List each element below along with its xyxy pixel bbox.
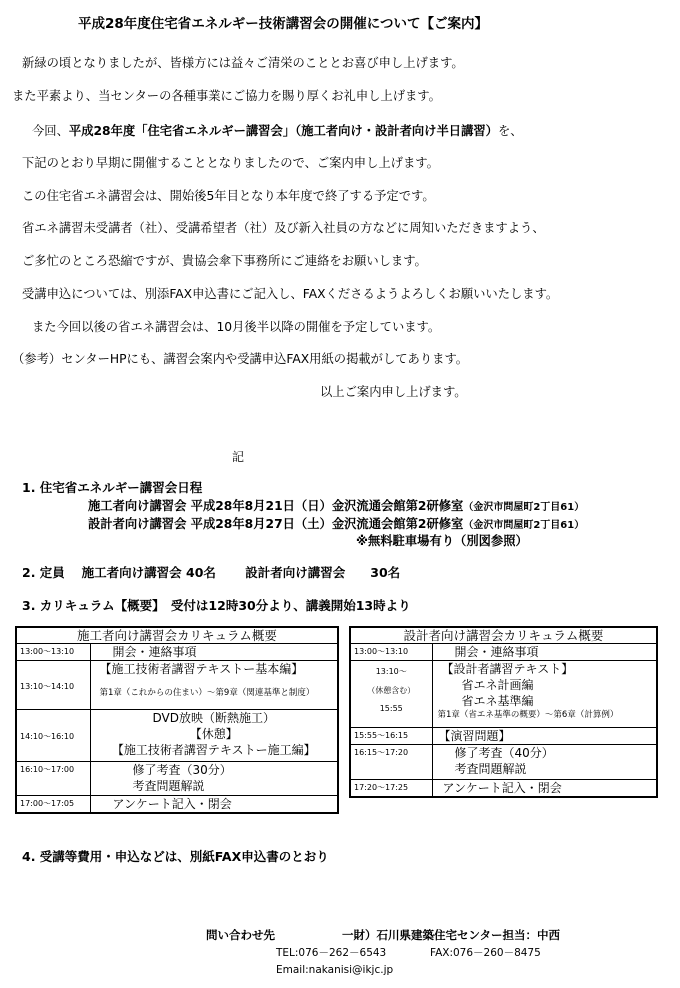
builder-item-3-dvd: DVD放映（断熱施工） — [152, 711, 275, 725]
section3-heading: 3. カリキュラム【概要】 受付は12時30分より、講義開始13時より — [22, 598, 411, 613]
designer-item-2-chapters: 第1章（省エネ基準の概要）～第6章（計算例） — [437, 710, 619, 720]
builder-item-2-heading: 【施工技術者講習テキストー基本編】 — [99, 662, 304, 676]
capacity-item-1: 施工者向け講習会 40名 — [81, 565, 216, 580]
greeting-line-1: 新緑の頃となりましたが、皆様方には益々ご清栄のこととお喜び申し上げます。 — [22, 56, 464, 70]
contact-label: 問い合わせ先 — [206, 928, 275, 942]
body-line-9: （参考）センターHPにも、講習会案内や受講申込FAX用紙の掲載がしてあります。 — [12, 352, 469, 366]
intro-suffix: を、 — [497, 124, 523, 138]
capacity-item-2: 設計者向け講習会 30名 — [245, 565, 401, 580]
capacity-label: 2. 定員 — [22, 565, 65, 580]
builder-item-4-exam: 修了考査（30分） — [132, 763, 232, 777]
contact-fax: FAX:076－260－8475 — [430, 947, 541, 959]
closing-line: 以上ご案内申し上げます。 — [320, 385, 467, 399]
document-title: 平成28年度住宅省エネルギー技術講習会の開催について【ご案内】 — [78, 16, 489, 32]
designer-curriculum-table — [349, 626, 658, 798]
designer-time-5: 17:20～17:25 — [350, 780, 432, 798]
builder-table-title: 施工者向け講習会カリキュラム概要 — [16, 627, 338, 644]
schedule-row-1-address: （金沢市問屋町2丁目61） — [463, 502, 585, 513]
builder-item-5: アンケート記入・閉会 — [90, 796, 338, 814]
builder-item-4 — [90, 762, 338, 796]
designer-table-title: 設計者向け講習会カリキュラム概要 — [350, 627, 657, 644]
body-line-3: 下記のとおり早期に開催することとなりましたので、ご案内申し上げます。 — [22, 156, 439, 170]
designer-item-5: アンケート記入・閉会 — [432, 780, 657, 798]
builder-time-3: 14:10～16:10 — [16, 710, 90, 762]
body-line-7: 受講申込については、別添FAX申込書にご記入し、FAXくださるようよろしくお願いいたします。 — [22, 287, 559, 301]
schedule-row-2-main: 設計者向け講習会 平成28年8月27日（土）金沢流通会館第2研修室 — [88, 517, 464, 531]
builder-item-4-review: 考査問題解説 — [132, 779, 205, 793]
builder-item-3 — [90, 710, 338, 762]
section2-capacity — [22, 563, 400, 581]
designer-time-1: 13:00～13:10 — [350, 644, 432, 661]
schedule-row-1-main: 施工者向け講習会 平成28年8月21日（日）金沢流通会館第2研修室 — [88, 499, 464, 513]
designer-time-4: 16:15～17:20 — [350, 745, 432, 780]
builder-item-1: 開会・連絡事項 — [90, 644, 338, 661]
designer-item-1: 開会・連絡事項 — [432, 644, 657, 661]
builder-item-3-text: 【施工技術者講習テキストー施工編】 — [111, 743, 316, 757]
contact-organization: 一財）石川県建築住宅センター担当：中西 — [342, 928, 561, 942]
designer-time-2-note: （休憩含む） — [367, 686, 416, 695]
designer-item-2-heading: 【設計者講習テキスト】 — [441, 662, 574, 676]
designer-time-2 — [350, 661, 432, 728]
body-line-5: 省エネ講習未受講者（社）、受講希望者（社）及び新入社員の方などに周知いただきますよう、 — [22, 221, 545, 235]
greeting-line-2: また平素より、当センターの各種事業にご協力を賜り厚くお礼申し上げます。 — [12, 89, 441, 103]
section1-heading: 1. 住宅省エネルギー講習会日程 — [22, 480, 203, 495]
contact-email[interactable]: Email:nakanisi@ikjc.jp — [276, 964, 394, 976]
ki-heading: 記 — [232, 450, 245, 464]
designer-item-2-plan: 省エネ計画編 — [461, 678, 534, 692]
designer-item-4-exam: 修了考査（40分） — [454, 746, 554, 760]
section4-fees: 4. 受講等費用・申込などは、別紙FAX申込書のとおり — [22, 849, 329, 864]
schedule-row-1 — [88, 496, 584, 514]
builder-curriculum-table — [15, 626, 339, 814]
intro-bold: 平成28年度「住宅省エネルギー講習会」（施工者向け・設計者向け半日講習） — [68, 124, 498, 138]
builder-time-5: 17:00～17:05 — [16, 796, 90, 814]
designer-item-4-review: 考査問題解説 — [454, 762, 527, 776]
schedule-row-2 — [88, 514, 584, 532]
designer-item-3: 【演習問題】 — [432, 728, 657, 745]
designer-time-3: 15:55～16:15 — [350, 728, 432, 745]
contact-tel: TEL:076－262－6543 — [276, 947, 387, 959]
builder-item-2-chapters: 第1章（これからの住まい）～第9章（関連基準と制度） — [99, 688, 315, 698]
body-line-4: この住宅省エネ講習会は、開始後5年目となり本年度で終了する予定です。 — [22, 189, 435, 203]
designer-item-2 — [432, 661, 657, 728]
designer-item-2-standard: 省エネ基準編 — [461, 694, 534, 708]
body-line-8: また今回以後の省エネ講習会は、10月後半以降の開催を予定しています。 — [32, 320, 441, 334]
body-line-6: ご多忙のところ恐縮ですが、貴協会傘下事務所にご連絡をお願いします。 — [22, 254, 427, 268]
designer-time-2-end: 15:55 — [379, 704, 403, 713]
intro-prefix: 今回、 — [32, 124, 69, 138]
designer-time-2-start: 13:10～ — [375, 667, 407, 676]
parking-note: ※無料駐車場有り（別図参照） — [356, 534, 528, 548]
schedule-row-2-address: （金沢市問屋町2丁目61） — [463, 520, 585, 531]
builder-time-1: 13:00～13:10 — [16, 644, 90, 661]
builder-time-2: 13:10～14:10 — [16, 661, 90, 710]
designer-item-4 — [432, 745, 657, 780]
builder-item-3-break: 【休憩】 — [189, 727, 238, 741]
intro-line — [32, 121, 523, 139]
builder-item-2 — [90, 661, 338, 710]
builder-time-4: 16:10～17:00 — [16, 762, 90, 796]
